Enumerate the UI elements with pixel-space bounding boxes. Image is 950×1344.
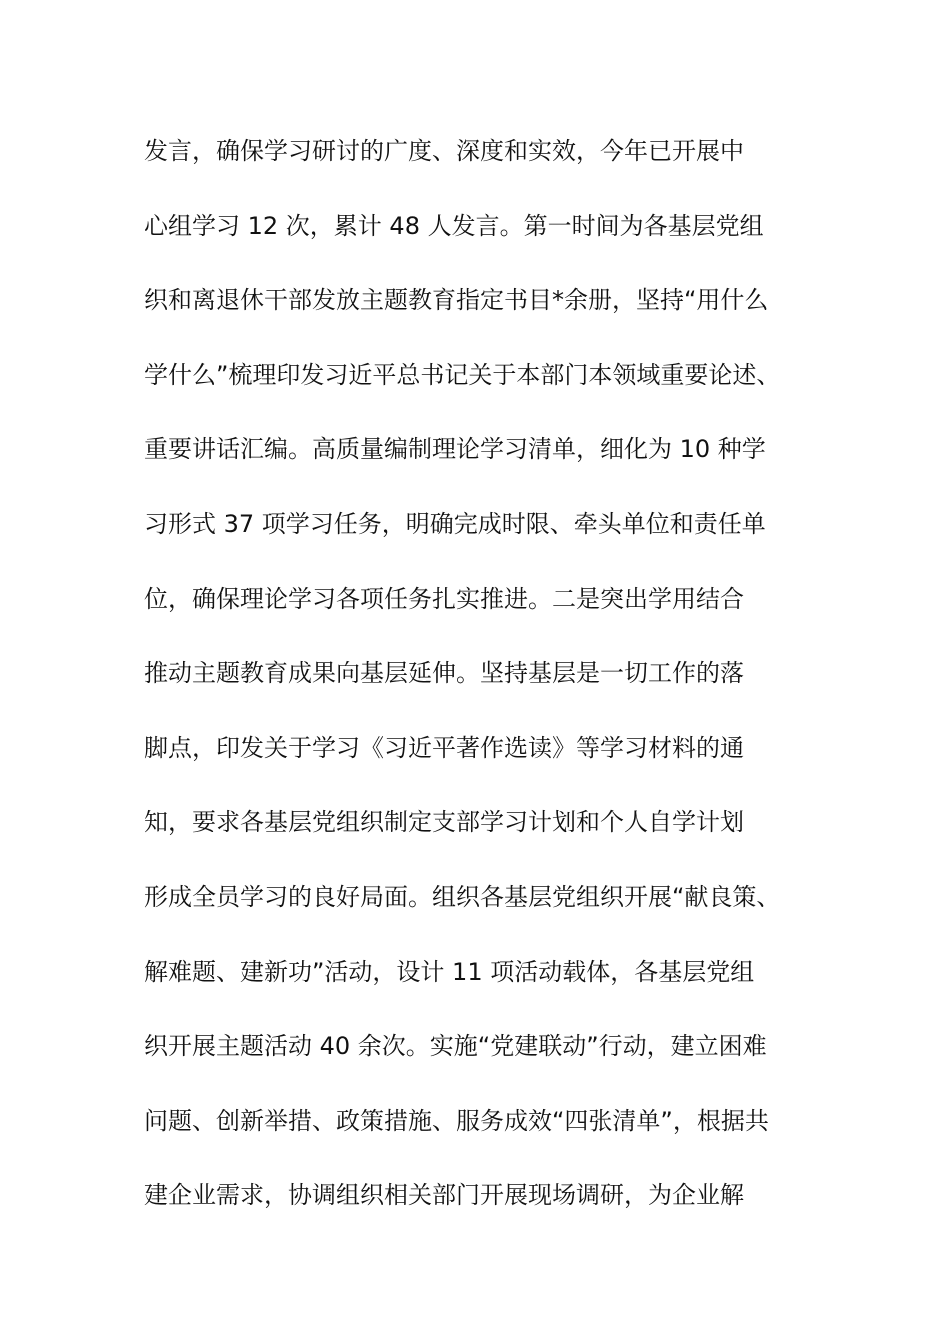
text-line: 形成全员学习的良好局面。组织各基层党组织开展“献良策、 xyxy=(144,882,781,911)
text-line: 知，要求各基层党组织制定支部学习计划和个人自学计划 xyxy=(144,808,744,837)
text-line: 建企业需求，协调组织相关部门开展现场调研，为企业解 xyxy=(144,1181,744,1210)
text-line: 脚点，印发关于学习《习近平著作选读》等学习材料的通 xyxy=(144,733,744,762)
text-line: 织开展主题活动 40 余次。实施“党建联动”行动，建立困难 xyxy=(144,1032,767,1061)
text-line: 问题、创新举措、政策措施、服务成效“四张清单”，根据共 xyxy=(144,1106,769,1135)
text-line: 心组学习 12 次，累计 48 人发言。第一时间为各基层党组 xyxy=(144,211,764,240)
text-line: 习形式 37 项学习任务，明确完成时限、牵头单位和责任单 xyxy=(144,509,766,538)
text-line: 解难题、建新功”活动，设计 11 项活动载体，各基层党组 xyxy=(144,957,755,986)
text-line: 推动主题教育成果向基层延伸。坚持基层是一切工作的落 xyxy=(144,659,744,688)
body-paragraph xyxy=(144,128,824,1247)
text-line: 位，确保理论学习各项任务扎实推进。二是突出学用结合 xyxy=(144,584,744,613)
text-line: 织和离退休干部发放主题教育指定书目*余册，坚持“用什么 xyxy=(144,286,769,315)
text-line: 发言，确保学习研讨的广度、深度和实效，今年已开展中 xyxy=(144,137,744,165)
text-line: 学什么”梳理印发习近平总书记关于本部门本领域重要论述、 xyxy=(144,360,781,389)
text-line: 重要讲话汇编。高质量编制理论学习清单，细化为 10 种学 xyxy=(144,435,766,464)
